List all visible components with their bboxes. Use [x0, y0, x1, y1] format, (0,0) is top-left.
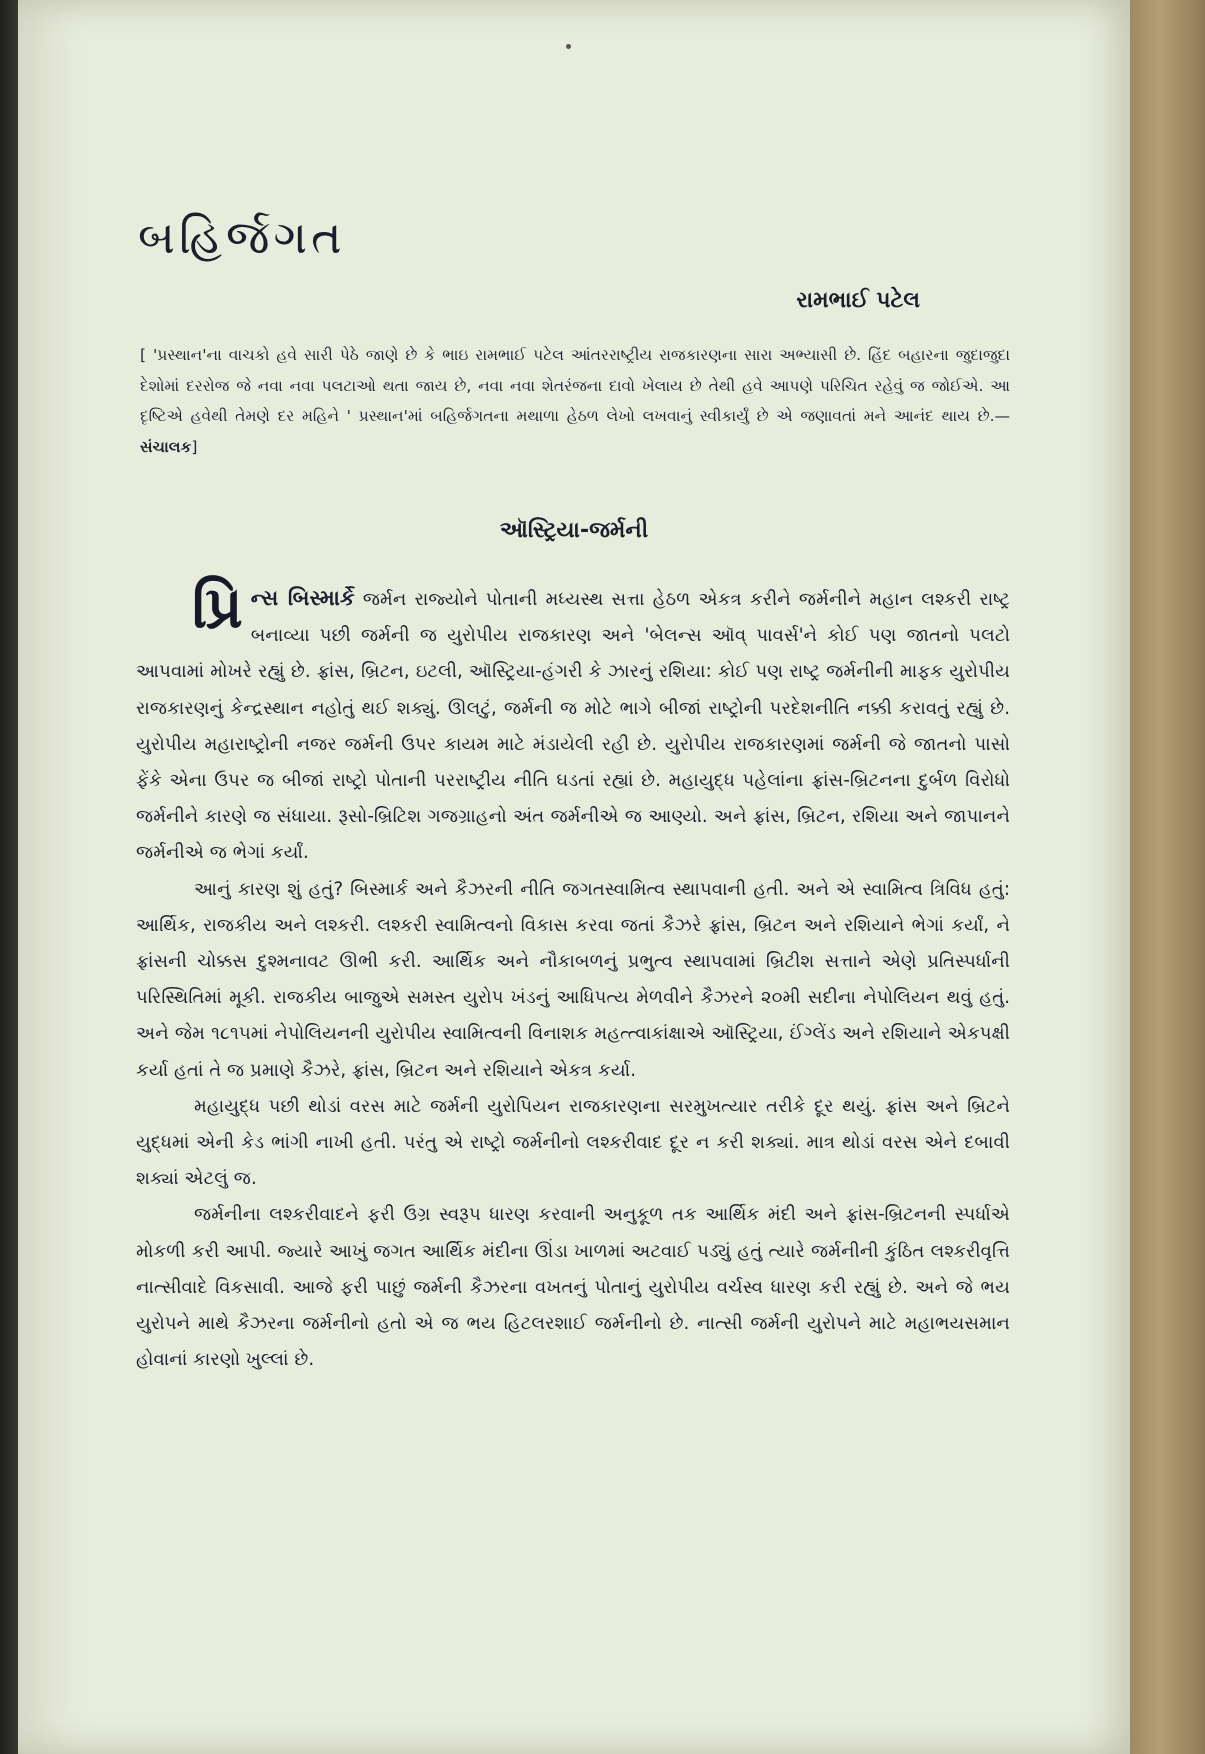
article-paragraph-4: જર્મનીના લશ્કરીવાદને ફરી ઉગ્ર સ્વરૂપ ધારણ કરવાની અનુકૂળ તક આર્થિક મંદી અને ફ્રાંસ-બ્રિટનની સ્પર્ધાએ મોકળી કરી આપી. જ્યારે આખું જગત આર્થિક મંદીના ઊંડા ખાળમાં અટવાઈ પડ્યું હતું ત્યારે જર્મનીની કુંઠિત લશ્કરીવૃત્તિ નાત્સીવાદે વિકસાવી. આજે ફરી પાછું જર્મની કૈઝરના વખતનું પોતાનું યુરોપીય વર્ચસ્વ ધારણ કરી રહ્યું છે. અને જે ભય યુરોપને માથે કૈઝરના જર્મનીનો હતો એ જ ભય હિટલરશાઈ જર્મનીનો છે. નાત્સી જર્મની યુરોપને માટે મહાભયસમાન હોવાનાં કારણો ખુલ્લાં છે. [136, 1204, 1010, 1371]
section-title: ઑસ્ટ્રિયા-જર્મની [499, 518, 649, 543]
editor-note [140, 340, 1010, 462]
page-heading: બહિર્જગત [138, 210, 346, 264]
page-speck [566, 44, 571, 49]
scan-right-edge [1130, 0, 1205, 1754]
book-page [18, 0, 1130, 1754]
scan-left-edge [0, 0, 18, 1754]
paragraph-1-text: જર્મન રાજ્યોને પોતાની મધ્યસ્થ સત્તા હેઠળ એકત્ર કરીને જર્મનીને મહાન લશ્કરી રાષ્ટ્ર બનાવ્યા પછી જર્મની જ યુરોપીય રાજકારણ અને 'બેલન્સ ઑવ્ પાવર્સ'ને કોઈ પણ જાતનો પલટો આપવામાં મોખરે રહ્યું છે. ફ્રાંસ, બ્રિટન, ઇટલી, ઑસ્ટ્રિયા-હંગરી કે ઝારનું રશિયા: કોઈ પણ રાષ્ટ્ર જર્મનીની માફક યુરોપીય રાજકારણનું કેન્દ્રસ્થાન નહોતું થઈ શક્યું. ઊલટું, જર્મની જ મોટે ભાગે બીજાં રાષ્ટ્રોની પરદેશનીતિ નક્કી કરાવતું રહ્યું છે. યુરોપીય મહારાષ્ટ્રોની નજર જર્મની ઉપર કાયમ માટે મંડાયેલી રહી છે. યુરોપીય રાજકારણમાં જર્મની જે જાતનો પાસો ફેંકે એના ઉપર જ બીજાં રાષ્ટ્રો પોતાની પરરાષ્ટ્રીય નીતિ ઘડતાં રહ્યાં છે. મહાયુદ્ધ પહેલાંના ફ્રાંસ-બ્રિટનના દુર્બળ વિરોધો જર્મનીને કારણે જ સંધાયા. રૂસો-બ્રિટિશ ગજગ્રાહનો અંત જર્મનીએ જ આણ્યો. અને ફ્રાંસ, બ્રિટન, રશિયા અને જાપાનને જર્મનીએ જ ભેગાં કર્યાં. [136, 589, 1010, 864]
author-name: રામભાઈ પટેલ [796, 288, 920, 313]
editor-signature: સંચાલક [140, 437, 192, 456]
editor-note-text: [ 'પ્રસ્થાન'ના વાચકો હવે સારી પેઠે જાણે છે કે ભાઇ રામભાઈ પટેલ આંતરરાષ્ટ્રીય રાજકારણના સારા અભ્યાસી છે. હિંદ બહારના જુદાજુદા દેશોમાં દરરોજ જે નવા નવા પલટાઓ થતા જાય છે, નવા નવા શેતરંજના દાવો ખેલાય છે તેથી હવે આપણે પરિચિત રહેવું જ જોઈએ. આ દૃષ્ટિએ હવેથી તેમણે દર મહિને ' પ્રસ્થાન'માં બહિર્જગતના મથાળા હેઠળ લેખો લખવાનું સ્વીકાર્યું છે એ જણાવતાં મને આનંદ થાય છે.— [140, 346, 1010, 425]
article-body [136, 573, 1010, 1378]
article-paragraph-1 [136, 573, 1010, 872]
article-paragraph-3: મહાયુદ્ધ પછી થોડાં વરસ માટે જર્મની યુરોપિયન રાજકારણના સરમુખત્યાર તરીકે દૂર થયું. ફ્રાંસ અને બ્રિટને યુદ્ધમાં એની કેડ ભાંગી નાખી હતી. પરંતુ એ રાષ્ટ્રો જર્મનીનો લશ્કરીવાદ દૂર ન કરી શક્યાં. માત્ર થોડાં વરસ એને દબાવી શક્યાં એટલું જ. [136, 1095, 1010, 1190]
article-lead: ન્સ બિસ્માર્કે [250, 586, 355, 610]
editor-note-close: ] [191, 437, 198, 456]
article-paragraph-2: આનું કારણ શું હતું? બિસ્માર્ક અને કૈઝરની નીતિ જગતસ્વામિત્વ સ્થાપવાની હતી. અને એ સ્વામિત્વ ત્રિવિધ હતું: આર્થિક, રાજકીય અને લશ્કરી. લશ્કરી સ્વામિત્વનો વિકાસ કરવા જતાં કૈઝરે ફ્રાંસ, બ્રિટન અને રશિયાને ભેગાં કર્યાં, ને ફ્રાંસની ચોક્કસ દુશ્મનાવટ ઊભી કરી. આર્થિક અને નૌકાબળનું પ્રભુત્વ સ્થાપવામાં બ્રિટીશ સત્તાને એણે પ્રતિસ્પર્ધાની પરિસ્થિતિમાં મૂકી. રાજકીય બાજુએ સમસ્ત યુરોપ ખંડનું આધિપત્ય મેળવીને કૈઝરને ૨૦મી સદીના નેપોલિયન થવું હતું. અને જેમ ૧૮૧૫માં નેપોલિયનની યુરોપીય સ્વામિત્વની વિનાશક મહત્ત્વાકાંક્ષાએ ઑસ્ટ્રિયા, ઈંગ્લેંડ અને રશિયાને એકપક્ષી કર્યા હતાં તે જ પ્રમાણે કૈઝરે, ફ્રાંસ, બ્રિટન અને રશિયાને એકત્ર કર્યા. [136, 878, 1010, 1081]
drop-cap: પ્રિ [192, 573, 243, 641]
